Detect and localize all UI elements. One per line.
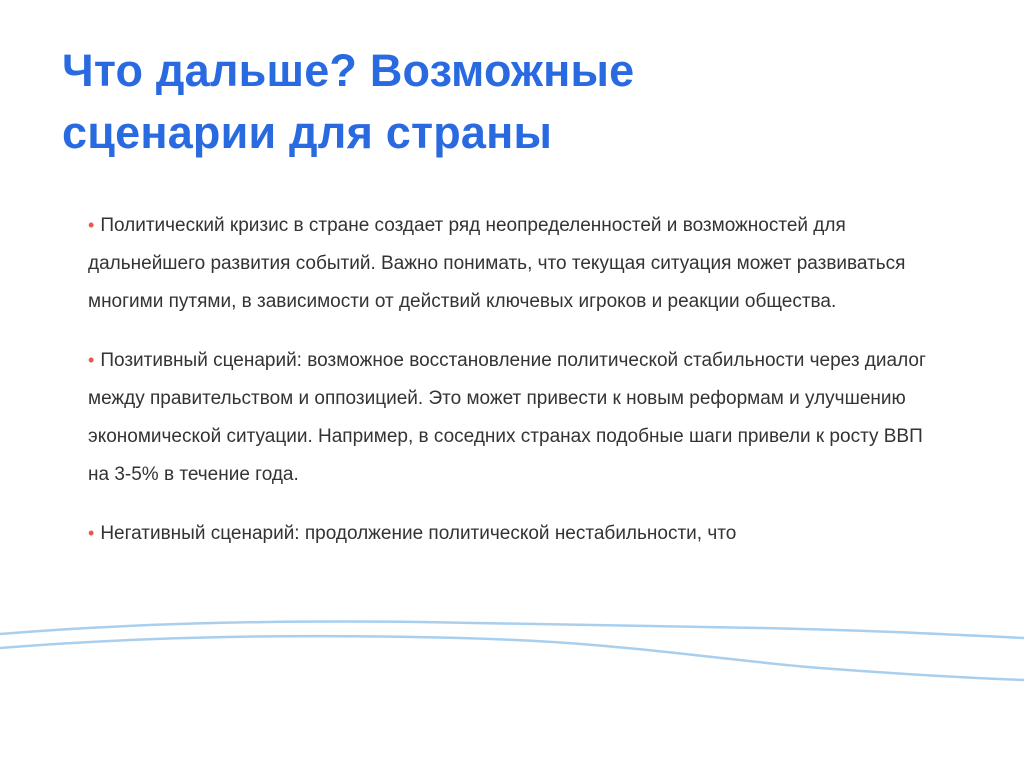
slide-title-line-1: Что дальше? Возможные (62, 45, 635, 96)
slide-title (62, 40, 962, 164)
wave-fill-shape (0, 622, 1024, 767)
wave-line-top (0, 622, 1024, 639)
bullet-item-1 (88, 206, 948, 321)
bullet-item-3 (88, 514, 948, 553)
bullet-marker-icon: • (88, 215, 95, 235)
bullet-item-2 (88, 341, 948, 494)
bullet-marker-icon: • (88, 523, 95, 543)
bullet-list (88, 206, 948, 573)
slide-title-line-2: сценарии для страны (62, 107, 553, 158)
bullet-text-1: Политический кризис в стране создает ряд неопределенностей и возможностей для дальнейшего развития событий. Важно понимать, что текущая ситуация может развиваться многими путями, в зависимости от действий ключевых игроков и реакции общества. (88, 215, 906, 312)
wave-line-bottom (0, 636, 1024, 680)
decorative-wave (0, 600, 1024, 767)
bullet-text-3: Негативный сценарий: продолжение политической нестабильности, что (100, 523, 737, 544)
bullet-text-2: Позитивный сценарий: возможное восстановление политической стабильности через диалог между правительством и оппозицией. Это может привести к новым реформам и улучшению экономической ситуации. Например, в соседних странах подобные шаги привели к росту ВВП на 3-5% в течение года. (88, 350, 926, 485)
bullet-marker-icon: • (88, 350, 95, 370)
